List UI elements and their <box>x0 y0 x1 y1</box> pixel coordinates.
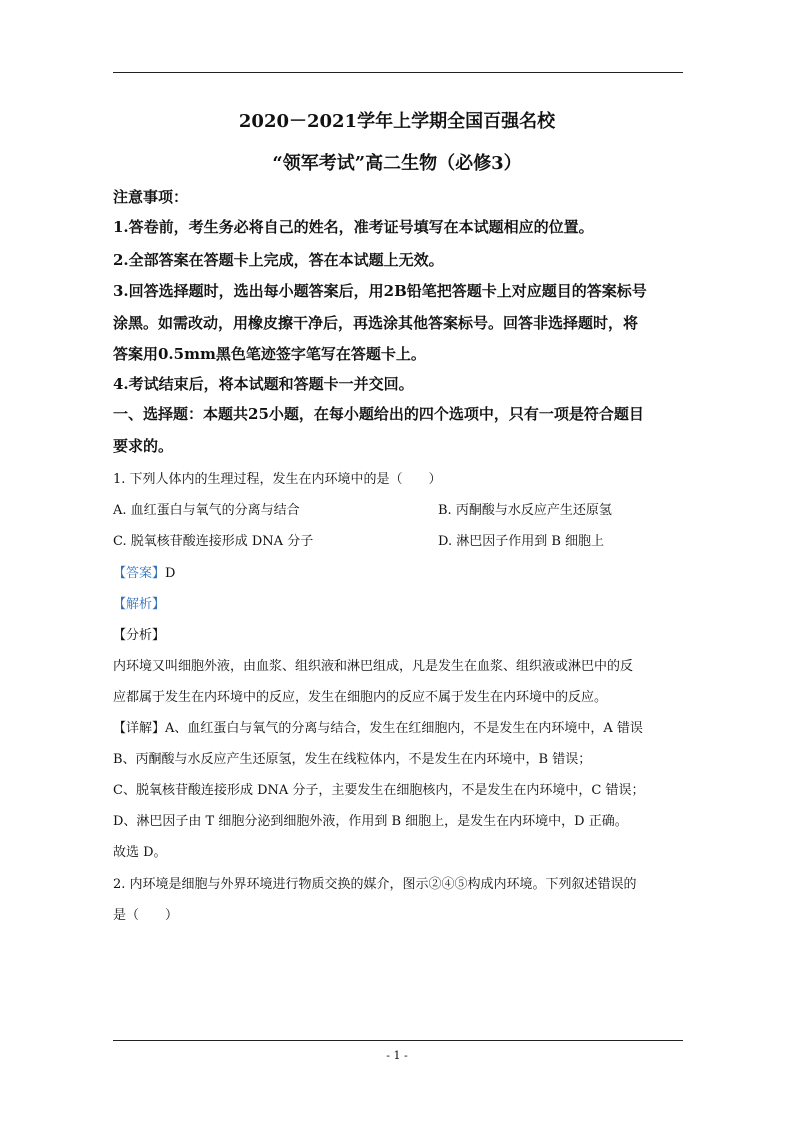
detail-tag: 【详解】 <box>113 721 166 736</box>
detail-text-c: C、脱氧核苷酸连接形成 DNA 分子，主要发生在细胞核内，不是发生在内环境中，C 错误； <box>113 783 645 798</box>
fenxi-tag: 【分析】 <box>113 628 166 643</box>
answer-tag: 【答案】 <box>113 566 166 581</box>
notice-item-1: 1.答卷前，考生务必将自己的姓名，准考证号填写在本试题相应的位置。 <box>113 218 594 236</box>
answer-value: D <box>165 566 176 581</box>
section-heading: 一、选择题：本题共25小题，在每小题给出的四个选项中，只有一项是符合题目 <box>113 405 644 423</box>
analysis-tag: 【解析】 <box>113 597 166 612</box>
footer-rule <box>113 1040 683 1041</box>
question-2-stem: 2. 内环境是细胞与外界环境进行物质交换的媒介，图示②④⑤构成内环境。下列叙述错误的 <box>113 877 637 892</box>
detail-conclusion: 故选 D。 <box>113 845 167 860</box>
detail-text-d: D、淋巴因子由 T 细胞分泌到细胞外液，作用到 B 细胞上，是发生在内环境中，D 正确。 <box>113 814 628 829</box>
page-number: - 1 - <box>386 1049 408 1062</box>
question-1-option-b: B. 丙酮酸与水反应产生还原氢 <box>438 503 612 518</box>
detail-text-b: B、丙酮酸与水反应产生还原氢，发生在线粒体内，不是发生在内环境中，B 错误； <box>113 752 592 767</box>
question-1-stem: 1. 下列人体内的生理过程，发生在内环境中的是（ ） <box>113 472 442 487</box>
question-1-option-a: A. 血红蛋白与氧气的分离与结合 <box>113 503 300 518</box>
section-heading-cont: 要求的。 <box>113 437 174 455</box>
question-1-option-c: C. 脱氧核苷酸连接形成 DNA 分子 <box>113 534 314 549</box>
title-line-2: “领军考试”高二生物（必修3） <box>272 153 522 174</box>
notice-item-3-cont: 涂黑。如需改动，用橡皮擦干净后，再选涂其他答案标号。回答非选择题时，将 <box>113 314 639 332</box>
header-rule <box>113 72 683 73</box>
question-1-option-d: D. 淋巴因子作用到 B 细胞上 <box>438 534 605 549</box>
answer-line <box>113 562 175 581</box>
notice-item-2: 2.全部答案在答题卡上完成，答在本试题上无效。 <box>113 251 444 269</box>
title-line-1: 2020－2021学年上学期全国百强名校 <box>238 111 556 132</box>
notice-item-3-cont-2: 答案用0.5mm黑色笔迹签字笔写在答题卡上。 <box>113 345 426 363</box>
fenxi-text-1: 内环境又叫细胞外液，由血浆、组织液和淋巴组成，凡是发生在血浆、组织液或淋巴中的反 <box>113 659 634 674</box>
notice-item-4: 4.考试结束后，将本试题和答题卡一并交回。 <box>113 375 414 393</box>
question-2-stem-cont: 是（ ） <box>113 908 179 923</box>
detail-text-a: A、血红蛋白与氧气的分离与结合，发生在红细胞内，不是发生在内环境中，A 错误 <box>165 721 643 736</box>
detail-line-a <box>113 717 643 736</box>
notice-item-3: 3.回答选择题时，选出每小题答案后，用2B铅笔把答题卡上对应题目的答案标号 <box>113 282 647 300</box>
notice-heading: 注意事项： <box>113 188 189 206</box>
fenxi-text-2: 应都属于发生在内环境中的反应，发生在细胞内的反应不属于发生在内环境中的反应。 <box>113 690 608 705</box>
